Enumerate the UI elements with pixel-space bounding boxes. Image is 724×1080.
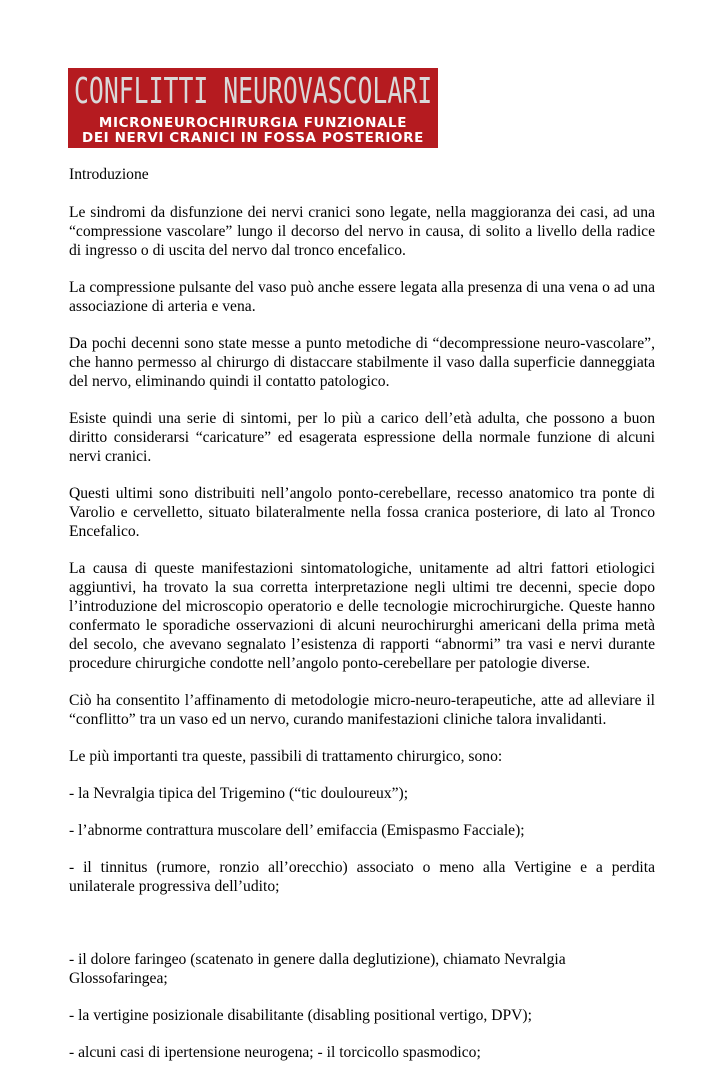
list-item: - la vertigine posizionale disabilitante (disabling positional vertigo, DPV); [69,1007,532,1024]
paragraph: Da pochi decenni sono state messe a punto metodiche di “decompressione neuro-vascolare”, che hanno permesso al chirurgo di distaccare stabilmente il vaso dalla superficie danneggiata del nervo, eliminando quindi il contatto patologico. [69,335,655,390]
paragraph: Esiste quindi una serie di sintomi, per lo più a carico dell’età adulta, che possono a buon diritto considerarsi “caricature” ed esagerata espressione della normale funzione di alcuni nervi cranici. [69,410,655,465]
paragraph: Questi ultimi sono distribuiti nell’angolo ponto-cerebellare, recesso anatomico tra ponte di Varolio e cervelletto, situato bilateralmente nella fossa cranica posteriore, di lato al Tronco Encefalico. [69,485,655,540]
section-heading: Introduzione [69,166,149,183]
list-item: - alcuni casi di ipertensione neurogena; - il torcicollo spasmodico; [69,1044,481,1061]
banner-subtitle-line2: DEI NERVI CRANICI IN FOSSA POSTERIORE [82,130,424,146]
paragraph: Ciò ha consentito l’affinamento di metodologie micro-neuro-terapeutiche, atte ad alleviare il “conflitto” tra un vaso ed un nervo, curando manifestazioni cliniche talora invalidanti. [69,692,655,728]
paragraph: Le sindromi da disfunzione dei nervi cranici sono legate, nella maggioranza dei casi, ad una “compressione vascolare” lungo il decorso del nervo in causa, di solito a livello della radice di ingresso o di uscita del nervo dal tronco encefalico. [69,204,655,259]
spacer [69,914,655,950]
header-banner [68,68,438,148]
banner-subtitle-line1: MICRONEUROCHIRURGIA FUNZIONALE [98,115,408,131]
list-item: - il tinnitus (rumore, ronzio all’orecchio) associato o meno alla Vertigine e a perdita unilaterale progressiva dell’udito; [69,859,655,895]
list-item: - il dolore faringeo (scatenato in genere dalla deglutizione), chiamato Nevralgia Glossofaringea; [69,951,566,987]
list-item: - la Nevralgia tipica del Trigemino (“tic douloureux”); [69,785,409,802]
document-body [69,165,655,1080]
banner-title: CONFLITTI NEUROVASCOLARI [74,71,433,112]
paragraph: La causa di queste manifestazioni sintomatologiche, unitamente ad altri fattori etiologici aggiuntivi, ha trovato la sua corretta interpretazione negli ultimi tre decenni, specie dopo l’introduzione del microscopio operatorio e delle tecnologie microchirurgiche. Queste hanno confermato le sporadiche osservazioni di alcuni neurochirurghi americani della prima metà del secolo, che avevano segnalato l’esistenza di rapporti “abnormi” tra vasi e nervi durante procedure chirurgiche condotte nell’angolo ponto-cerebellare per patologie diverse. [69,560,655,672]
paragraph: Le più importanti tra queste, passibili di trattamento chirurgico, sono: [69,748,503,765]
paragraph: La compressione pulsante del vaso può anche essere legata alla presenza di una vena o ad una associazione di arteria e vena. [69,279,655,315]
list-item: - l’abnorme contrattura muscolare dell’ emifaccia (Emispasmo Facciale); [69,822,525,839]
